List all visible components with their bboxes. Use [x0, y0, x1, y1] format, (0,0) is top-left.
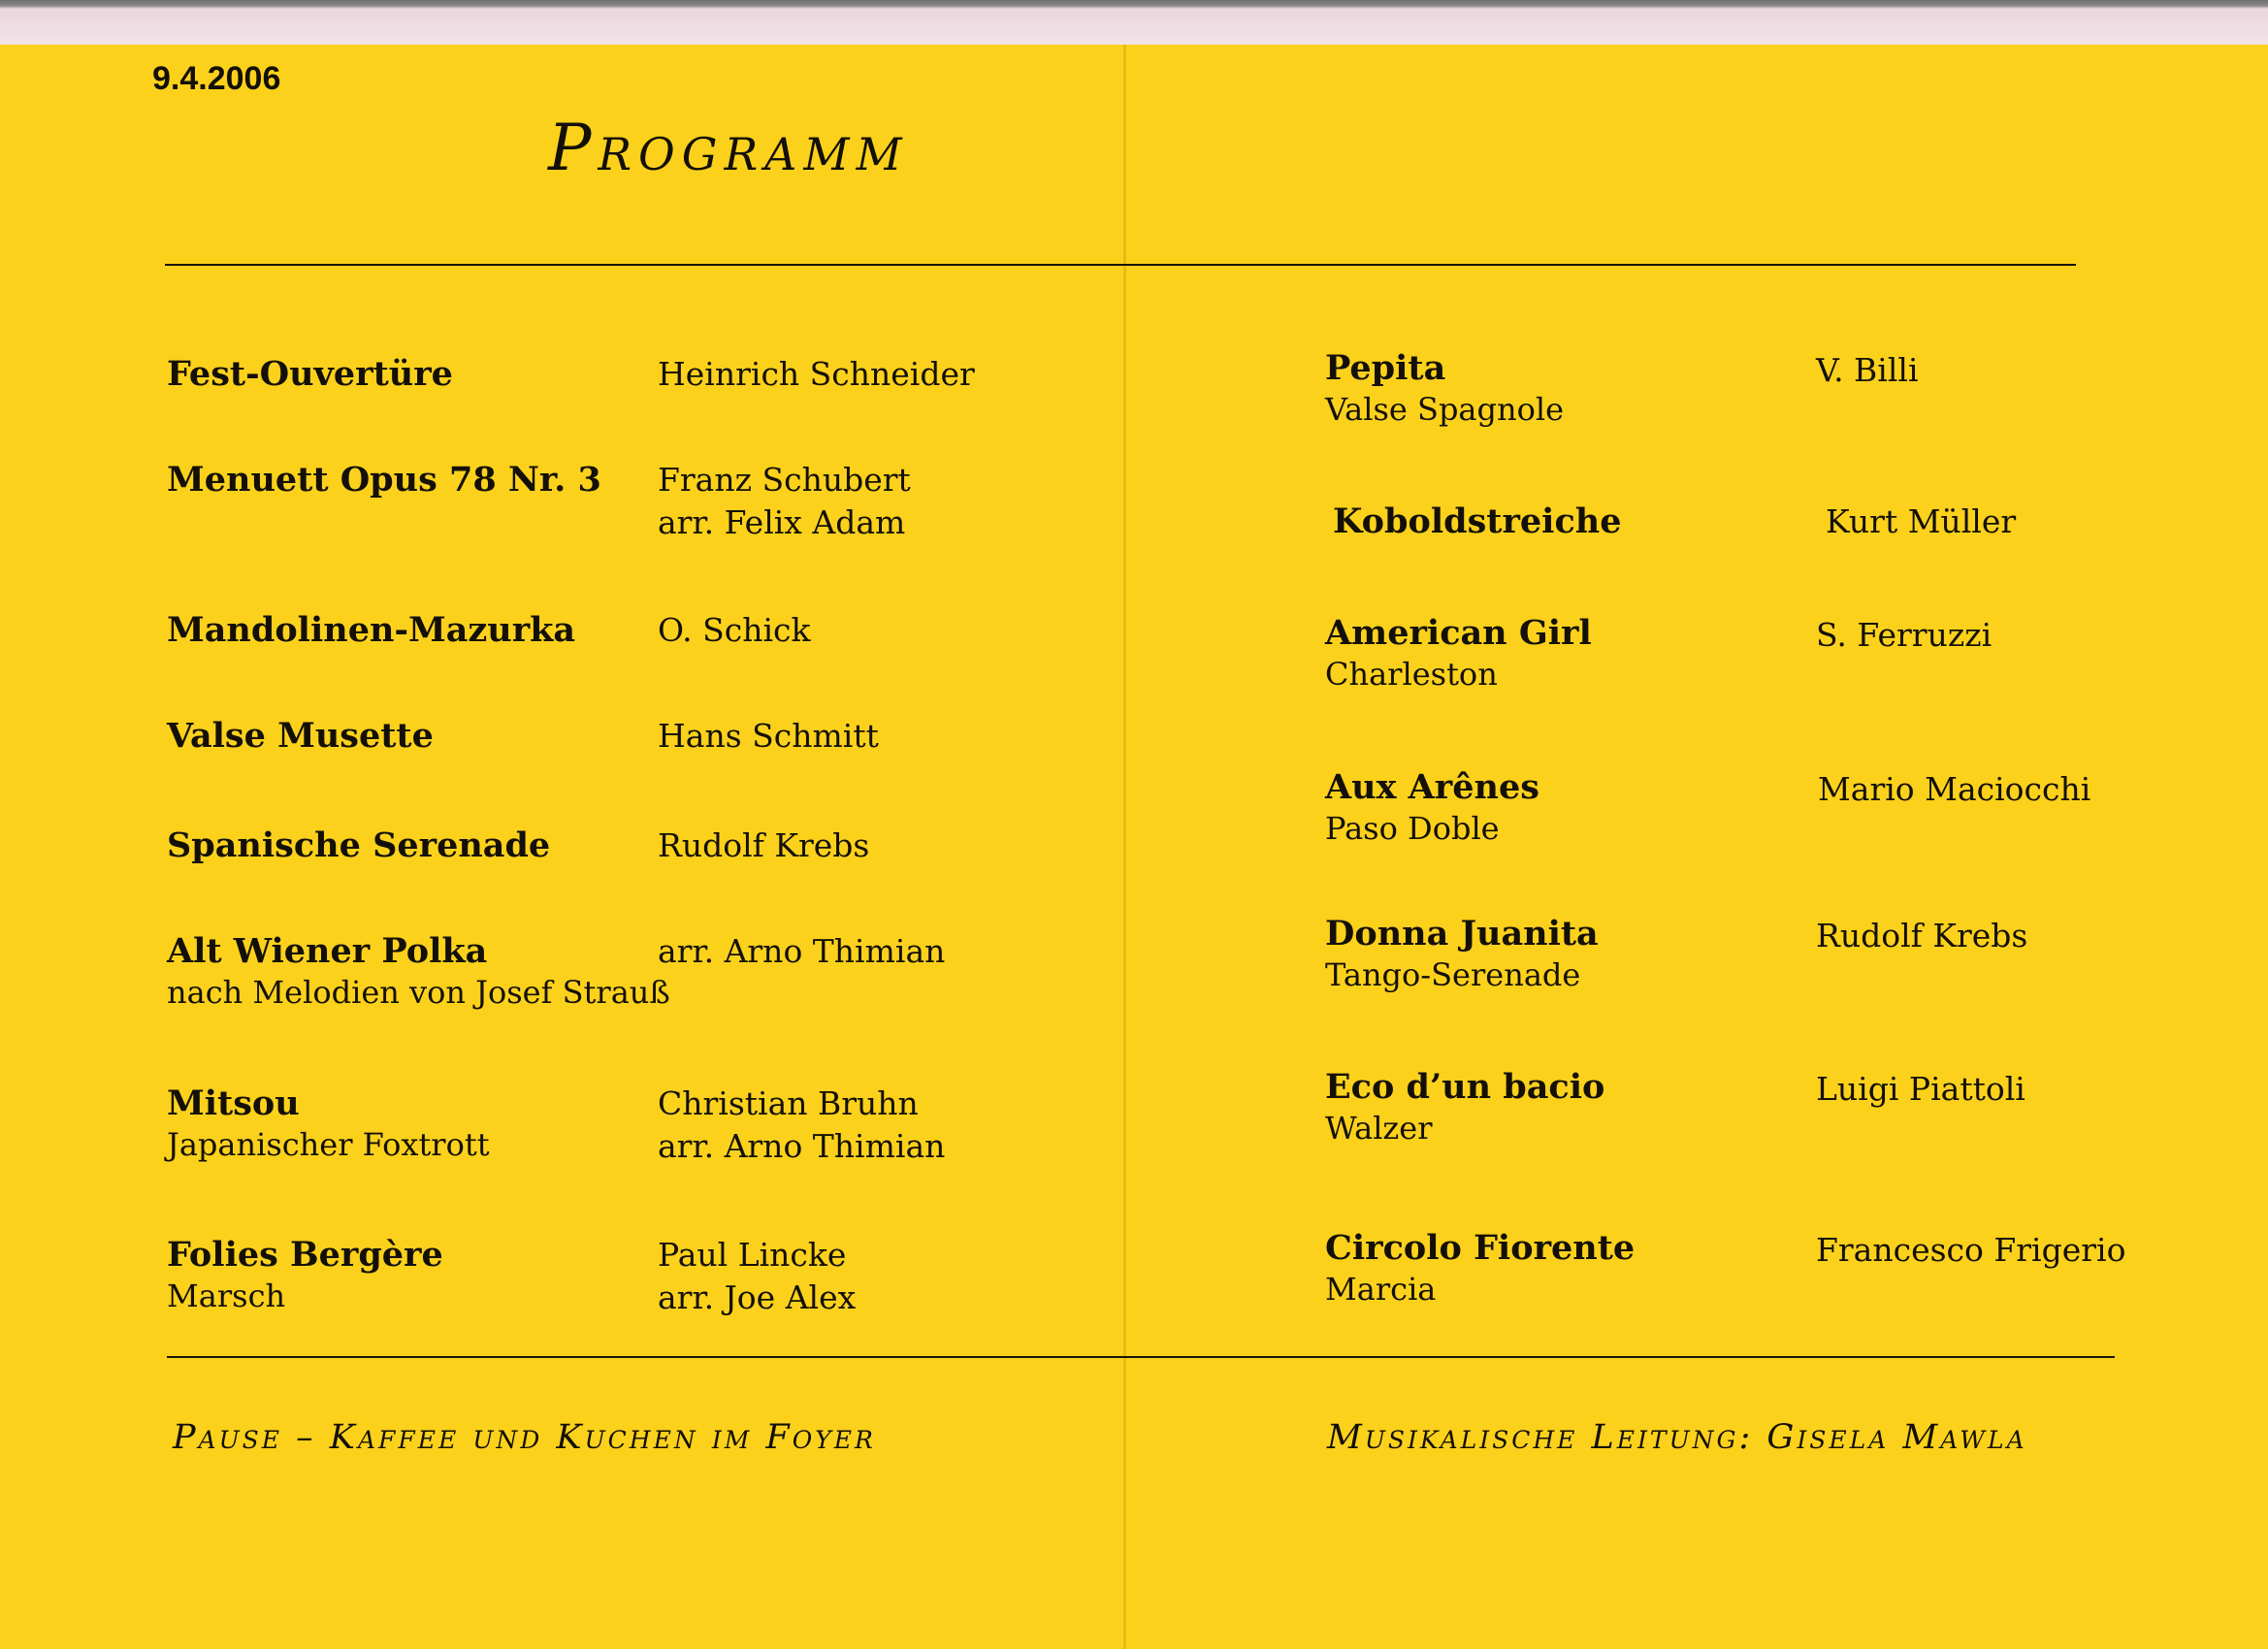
piece-subtitle: Valse Spagnole [1325, 391, 1565, 428]
composer [1816, 1068, 2025, 1111]
program-item [167, 1083, 490, 1166]
piece-title: Mandolinen-Mazurka [167, 610, 576, 650]
piece-title: Spanische Serenade [167, 825, 551, 865]
composer [1816, 1229, 2125, 1272]
composer-name: Rudolf Krebs [658, 826, 870, 864]
composer [1818, 768, 2090, 811]
piece-title: American Girl [1325, 613, 1592, 653]
piece-title: Mitsou [167, 1083, 300, 1123]
piece-title: Alt Wiener Polka [167, 931, 488, 971]
program-item [1325, 612, 1592, 695]
program-item [1333, 501, 1621, 542]
piece-subtitle: Charleston [1325, 656, 1498, 693]
piece-title: Fest-Ouvertüre [167, 354, 453, 394]
composer-name: Luigi Piattoli [1816, 1070, 2025, 1108]
piece-subtitle: Tango-Serenade [1325, 956, 1581, 993]
composer-name: Christian Bruhn [658, 1084, 919, 1122]
composer [658, 353, 975, 396]
piece-title: Valse Musette [167, 716, 434, 756]
composer-name: Rudolf Krebs [1816, 917, 2028, 954]
program-item [1325, 766, 1539, 850]
program-item [1325, 913, 1599, 996]
composer [658, 459, 911, 544]
composer [1826, 501, 2016, 543]
piece-subtitle: Paso Doble [1325, 810, 1500, 847]
program-item [167, 459, 601, 501]
composer-name: Mario Maciocchi [1818, 770, 2091, 808]
composer-name: Kurt Müller [1826, 502, 2017, 540]
piece-title: Eco d’un bacio [1325, 1067, 1605, 1107]
composer [658, 824, 869, 867]
composer-name: arr. Arno Thimian [658, 932, 946, 970]
composer-name: Paul Lincke [658, 1236, 847, 1274]
composer [658, 1083, 945, 1168]
piece-subtitle: Marcia [1325, 1271, 1437, 1308]
composer-name: V. Billi [1816, 351, 1919, 389]
program-item [167, 930, 670, 1014]
composer [658, 930, 945, 973]
piece-title: Aux Arênes [1325, 767, 1539, 807]
piece-subtitle: nach Melodien von Josef Strauß [167, 974, 670, 1011]
composer [1816, 915, 2027, 957]
composer-name: S. Ferruzzi [1816, 616, 1993, 654]
top-divider [165, 264, 2076, 266]
piece-title: Donna Juanita [1325, 914, 1599, 954]
composer-name: Francesco Frigerio [1816, 1231, 2126, 1269]
scan-top-edge [0, 0, 2268, 45]
composer [658, 715, 879, 758]
program-item [1325, 1227, 1635, 1310]
program-item [167, 609, 575, 651]
program-item [1325, 1066, 1604, 1149]
date: 9.4.2006 [152, 60, 281, 97]
piece-title: Circolo Fiorente [1325, 1228, 1636, 1268]
composer [1816, 614, 1992, 657]
composer-name: Heinrich Schneider [658, 355, 975, 393]
footer-pause: Pause – Kaffee und Kuchen im Foyer [173, 1418, 876, 1457]
piece-title: Koboldstreiche [1333, 501, 1622, 541]
composer-name: Franz Schubert [658, 461, 911, 499]
composer [658, 1234, 856, 1319]
bottom-divider [167, 1356, 2115, 1358]
footer-musical-direction: Musikalische Leitung: Gisela Mawla [1327, 1418, 2027, 1457]
composer [1816, 349, 1919, 392]
program-item [167, 715, 434, 757]
page-title: Programm [548, 111, 909, 185]
program-item [167, 1234, 443, 1317]
program-item [1325, 347, 1564, 431]
composer-name: Hans Schmitt [658, 717, 879, 755]
arranger: arr. Felix Adam [658, 503, 906, 541]
piece-title: Pepita [1325, 348, 1446, 388]
piece-title: Folies Bergère [167, 1235, 443, 1275]
page-fold [1123, 45, 1126, 1649]
arranger: arr. Arno Thimian [658, 1127, 946, 1165]
composer [658, 609, 810, 652]
program-item [167, 824, 550, 866]
arranger: arr. Joe Alex [658, 1278, 857, 1316]
piece-title: Menuett Opus 78 Nr. 3 [167, 460, 601, 500]
composer-name: O. Schick [658, 611, 811, 649]
piece-subtitle: Marsch [167, 1277, 286, 1314]
program-item [167, 353, 453, 395]
piece-subtitle: Walzer [1325, 1110, 1433, 1147]
piece-subtitle: Japanischer Foxtrott [167, 1126, 490, 1163]
